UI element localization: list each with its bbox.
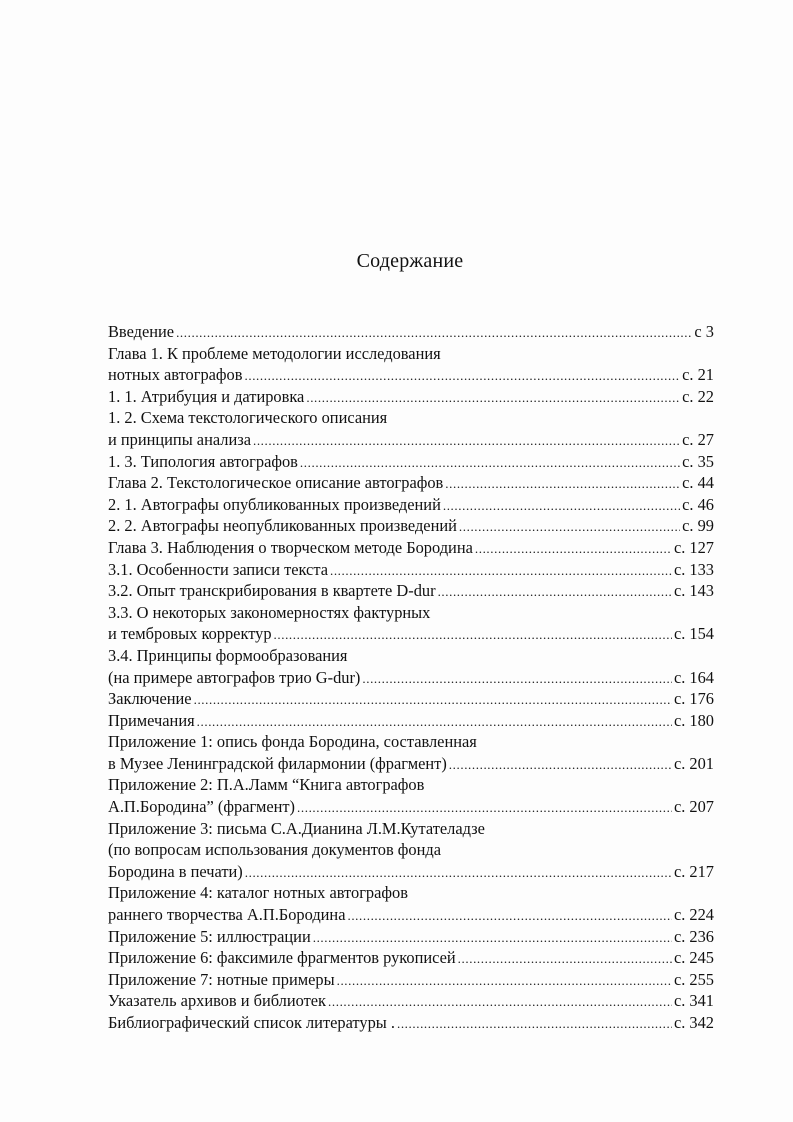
toc-entry-text: Бородина в печати) bbox=[108, 861, 243, 881]
toc-entry-text: в Музее Ленинградской филармонии (фрагмент) bbox=[108, 753, 447, 773]
toc-entry-text: Библиографический список литературы . bbox=[108, 1013, 395, 1032]
toc-entry-line bbox=[108, 926, 714, 948]
page-title: Содержание bbox=[356, 250, 464, 272]
toc-page-number: c. 255 bbox=[673, 969, 714, 989]
dot-leader bbox=[306, 387, 680, 409]
dot-leader bbox=[459, 516, 680, 538]
toc-entry-text: 3.3. О некоторых закономерностях фактурных bbox=[108, 602, 431, 622]
dot-leader bbox=[337, 970, 672, 992]
toc-entry-line bbox=[108, 559, 714, 581]
toc-entry-line bbox=[108, 645, 714, 667]
toc-entry-line bbox=[108, 947, 714, 969]
toc-entry-text: 1. 2. Схема текстологического описания bbox=[108, 408, 388, 428]
toc-entry-text: А.П.Бородина” (фрагмент) bbox=[108, 797, 296, 817]
toc-entry-text: Приложение 7: нотные примеры bbox=[108, 969, 335, 989]
toc-entry-line bbox=[108, 515, 714, 537]
toc-entry-line bbox=[108, 818, 714, 840]
toc-page-number: c. 35 bbox=[682, 451, 714, 471]
toc-entry-line bbox=[108, 710, 714, 732]
dot-leader bbox=[328, 991, 672, 1013]
dot-leader bbox=[458, 948, 672, 970]
toc-entry-text: 3.1. Особенности записи текста bbox=[108, 559, 328, 579]
toc-page-number: c. 127 bbox=[673, 537, 714, 557]
dot-leader bbox=[445, 473, 680, 495]
toc-page-number: c. 44 bbox=[682, 473, 714, 493]
toc-page-number: c. 224 bbox=[673, 905, 714, 925]
toc-page-number: c. 217 bbox=[673, 861, 714, 881]
toc-page-number: c. 22 bbox=[682, 386, 714, 406]
toc-page-number: c. 180 bbox=[673, 710, 714, 730]
dot-leader bbox=[197, 711, 672, 733]
dot-leader bbox=[443, 495, 680, 517]
toc-entry-text: 1. 1. Атрибуция и датировка bbox=[108, 386, 305, 406]
toc-entry-line bbox=[108, 990, 714, 1012]
toc-entry-text: Глава 1. К проблеме методологии исследования bbox=[108, 343, 441, 363]
toc-entry-text: 1. 3. Типология автографов bbox=[108, 451, 298, 471]
toc-entry-text: Приложение 3: письма С.А.Дианина Л.М.Кутателадзе bbox=[108, 818, 485, 838]
toc-entry-text: и принципы анализа bbox=[108, 429, 251, 449]
toc-entry-text: 2. 1. Автографы опубликованных произведений bbox=[108, 494, 441, 514]
toc-page-number: c. 236 bbox=[673, 926, 714, 946]
toc-entry-line bbox=[108, 904, 714, 926]
toc-entry-line bbox=[108, 731, 714, 753]
toc-page-number: c. 245 bbox=[673, 948, 714, 968]
dot-leader bbox=[330, 560, 672, 582]
toc-page-number: c 3 bbox=[694, 322, 714, 341]
toc-entry-line bbox=[108, 321, 714, 343]
dot-leader bbox=[347, 905, 671, 927]
toc-entry-text: Приложение 6: факсимиле фрагментов рукописей bbox=[108, 948, 456, 968]
toc-entry-line bbox=[108, 623, 714, 645]
dot-leader bbox=[194, 689, 672, 711]
toc-entry-line bbox=[108, 602, 714, 624]
dot-leader bbox=[397, 1013, 672, 1035]
toc-entry-line bbox=[108, 407, 714, 429]
dot-leader bbox=[362, 668, 672, 690]
toc-entry-text: 2. 2. Автографы неопубликованных произведений bbox=[108, 516, 457, 536]
toc-entry-line bbox=[108, 1012, 714, 1034]
toc-entry-line bbox=[108, 429, 714, 451]
toc-entry-text: нотных автографов bbox=[108, 365, 243, 385]
table-of-contents bbox=[108, 321, 714, 1034]
dot-leader bbox=[245, 365, 681, 387]
toc-entry-text: Приложение 1: опись фонда Бородина, составленная bbox=[108, 732, 477, 752]
dot-leader bbox=[253, 430, 680, 452]
toc-entry-line bbox=[108, 861, 714, 883]
toc-entry-line bbox=[108, 753, 714, 775]
toc-entry-text: Приложение 2: П.А.Ламм “Книга автографов bbox=[108, 775, 425, 795]
toc-page-number: c. 21 bbox=[682, 365, 714, 385]
toc-page-number: c. 99 bbox=[682, 516, 714, 536]
toc-entry-text: Примечания bbox=[108, 710, 195, 730]
dot-leader bbox=[274, 624, 672, 646]
dot-leader bbox=[300, 452, 680, 474]
toc-entry-text: 3.2. Опыт транскрибирования в квартете D-dur bbox=[108, 581, 436, 601]
toc-page-number: c. 46 bbox=[682, 494, 714, 514]
toc-entry-line bbox=[108, 774, 714, 796]
toc-page-number: c. 176 bbox=[673, 689, 714, 709]
toc-entry-text: раннего творчества А.П.Бородина bbox=[108, 905, 346, 925]
toc-page-number: c. 154 bbox=[673, 624, 714, 644]
toc-entry-text: (по вопросам использования документов фонда bbox=[108, 840, 441, 860]
toc-entry-text: Глава 2. Текстологическое описание автографов bbox=[108, 473, 444, 493]
toc-page-number: c. 201 bbox=[673, 753, 714, 773]
toc-entry-text: Приложение 4: каталог нотных автографов bbox=[108, 883, 408, 903]
dot-leader bbox=[449, 754, 672, 776]
toc-entry-line bbox=[108, 364, 714, 386]
toc-entry-line bbox=[108, 343, 714, 365]
toc-entry-line bbox=[108, 580, 714, 602]
toc-entry-text: Глава 3. Наблюдения о творческом методе Бородина bbox=[108, 537, 473, 557]
toc-entry-text: (на примере автографов трио G-dur) bbox=[108, 667, 361, 687]
toc-entry-line bbox=[108, 667, 714, 689]
dot-leader bbox=[475, 538, 672, 560]
toc-page-number: c. 27 bbox=[682, 429, 714, 449]
dot-leader bbox=[297, 797, 672, 819]
toc-page-number: c. 164 bbox=[673, 667, 714, 687]
toc-page-number: c. 341 bbox=[673, 991, 714, 1011]
toc-entry-text: Указатель архивов и библиотек bbox=[108, 991, 327, 1011]
dot-leader bbox=[438, 581, 672, 603]
toc-entry-line bbox=[108, 386, 714, 408]
toc-entry-text: 3.4. Принципы формообразования bbox=[108, 645, 348, 665]
dot-leader bbox=[313, 927, 672, 949]
dot-leader bbox=[245, 862, 672, 884]
toc-entry-line bbox=[108, 969, 714, 991]
toc-entry-line bbox=[108, 472, 714, 494]
toc-entry-text: Приложение 5: иллюстрации bbox=[108, 926, 311, 946]
toc-entry-line bbox=[108, 451, 714, 473]
toc-entry-line bbox=[108, 839, 714, 861]
toc-entry-line bbox=[108, 494, 714, 516]
toc-entry-line bbox=[108, 537, 714, 559]
toc-page-number: c. 143 bbox=[673, 581, 714, 601]
toc-entry-line bbox=[108, 882, 714, 904]
toc-page-number: c. 342 bbox=[673, 1013, 714, 1032]
toc-page-number: c. 207 bbox=[673, 797, 714, 817]
toc-entry-line bbox=[108, 688, 714, 710]
toc-entry-text: и тембровых корректур bbox=[108, 624, 272, 644]
toc-entry-text: Заключение bbox=[108, 689, 192, 709]
toc-page-number: c. 133 bbox=[673, 559, 714, 579]
dot-leader bbox=[176, 322, 692, 344]
toc-entry-line bbox=[108, 796, 714, 818]
toc-entry-text: Введение bbox=[108, 322, 175, 341]
